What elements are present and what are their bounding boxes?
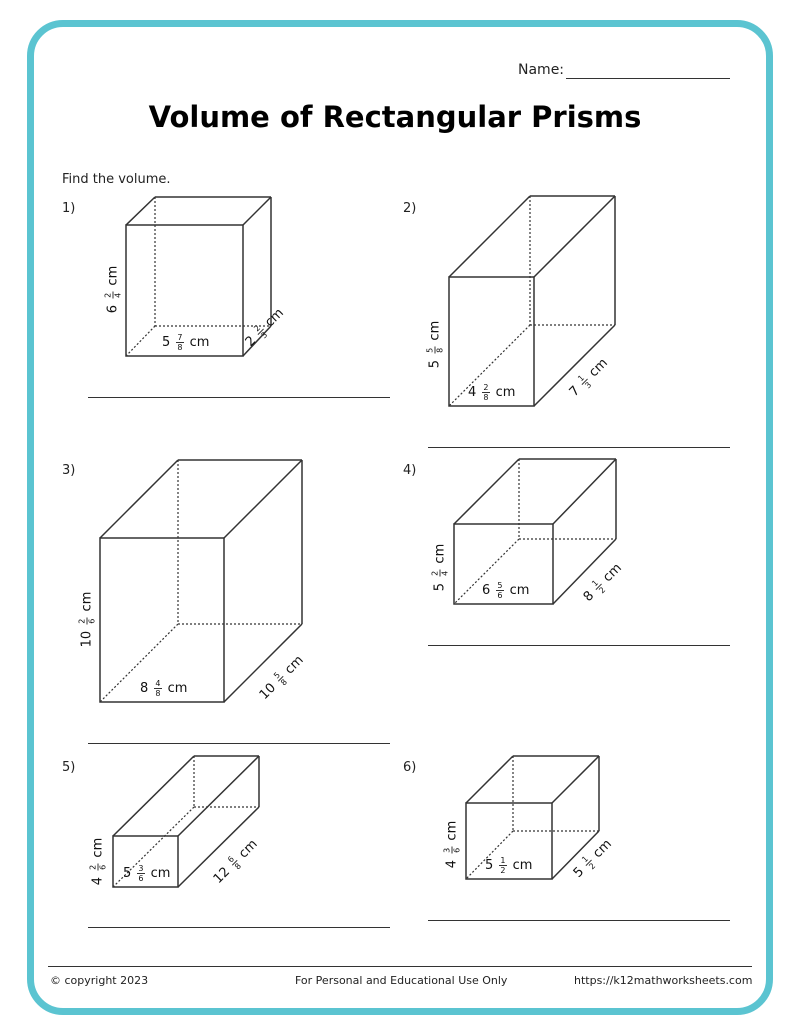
instructions: Find the volume. bbox=[62, 172, 171, 187]
problem-number-4: 4) bbox=[403, 463, 417, 478]
prism-1-length-label: $5 \frac{7}{8}$ cm bbox=[162, 333, 210, 352]
prism-3-depth-label: 10 5 8 cm bbox=[256, 652, 307, 703]
prism-2-depth-label: 7 1 3 cm bbox=[566, 355, 611, 400]
prism-3-height-label: 10 2 6 cm bbox=[77, 591, 97, 648]
problem-number-6: 6) bbox=[403, 760, 417, 775]
prism-5-length-label: $5 \frac{3}{6}$ cm bbox=[123, 864, 171, 883]
problem-number-5: 5) bbox=[62, 760, 76, 775]
prism-4-height-label: 5 2 4 cm bbox=[430, 543, 450, 592]
footer-website-link[interactable]: https://k12mathworksheets.com bbox=[574, 974, 753, 987]
page-title: Volume of Rectangular Prisms bbox=[148, 100, 642, 134]
problem-number-1: 1) bbox=[62, 201, 76, 216]
prism-2-height-label: 5 5 8 cm bbox=[425, 320, 445, 369]
prism-5-height-label: 4 2 6 cm bbox=[88, 837, 108, 886]
prism-1-depth-label: 2 2 3 cm bbox=[242, 305, 287, 350]
prism-4-length-label: $6 \frac{5}{6}$ cm bbox=[482, 581, 530, 600]
problem-number-3: 3) bbox=[62, 463, 76, 478]
prism-6-depth-label: 5 1 2 cm bbox=[570, 836, 615, 881]
answer-line-6[interactable] bbox=[428, 920, 730, 921]
name-label: Name: bbox=[518, 62, 565, 78]
prism-5-depth-label: 12 6 8 cm bbox=[210, 836, 261, 887]
footer-usage-note: For Personal and Educational Use Only bbox=[295, 974, 508, 987]
footer-copyright: © copyright 2023 bbox=[50, 974, 149, 987]
prism-6-height-label: 4 3 6 cm bbox=[442, 820, 462, 869]
prism-2-length-label: $4 \frac{2}{8}$ cm bbox=[468, 383, 516, 402]
prism-4-depth-label: 8 1 2 cm bbox=[580, 560, 625, 605]
footer-divider bbox=[48, 966, 752, 967]
prism-6-length-label: $5 \frac{1}{2}$ cm bbox=[485, 856, 533, 875]
prism-3-length-label: $8 \frac{4}{8}$ cm bbox=[140, 679, 188, 698]
problem-number-2: 2) bbox=[403, 201, 417, 216]
prism-1-height-label: 6 2 4 cm bbox=[103, 265, 123, 314]
